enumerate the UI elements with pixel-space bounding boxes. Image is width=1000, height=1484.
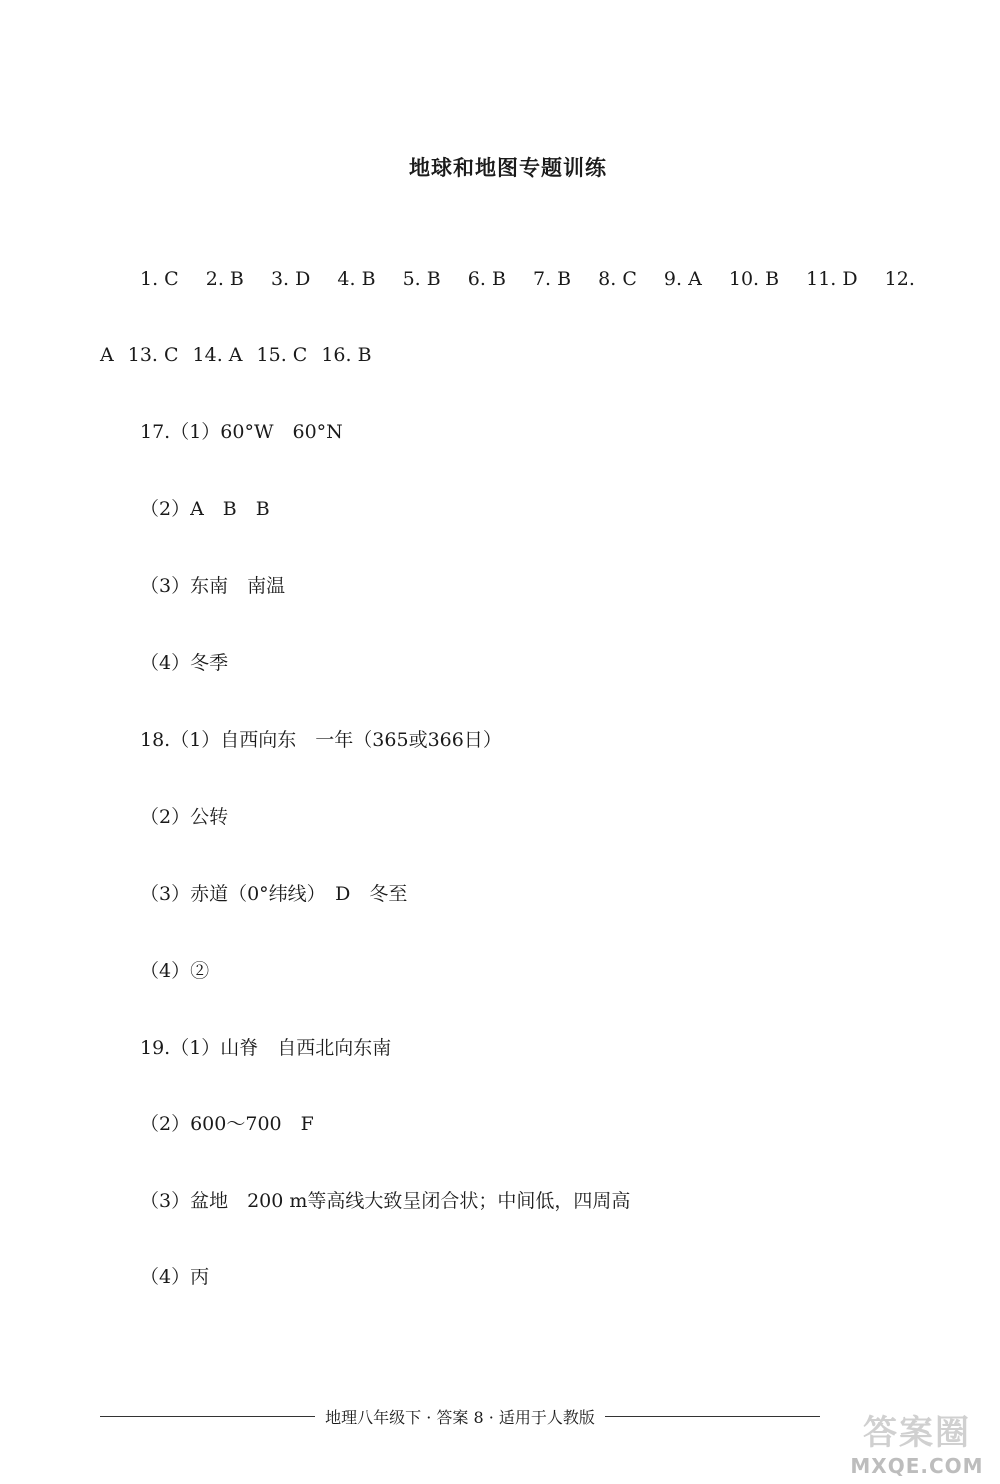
answer-18-4: （4）② (140, 960, 210, 982)
answer-18-1: 18.（1）自西向东 一年（365或366日） (140, 729, 502, 751)
choice-answer: 8. C (598, 268, 637, 290)
choice-answer: 7. B (532, 268, 572, 290)
watermark-top-text: 答案圈 (863, 1413, 971, 1453)
choice-answer: 3. D (270, 268, 311, 290)
choice-answer: 5. B (402, 268, 441, 290)
answer-17-1: 17.（1）60°W 60°N (140, 421, 343, 443)
answer-19-2: （2）600～700 F (140, 1113, 314, 1135)
choice-answer: 2. B (205, 268, 244, 290)
choice-answer: A (100, 344, 114, 366)
choice-answer: 9. A (663, 268, 702, 290)
watermark-logo (842, 1405, 992, 1478)
answer-19-1: 19.（1）山脊 自西北向东南 (140, 1037, 392, 1059)
choice-answer: 11. D (806, 268, 858, 290)
footer-text: 地理八年级下 · 答案 8 · 适用于人教版 (325, 1408, 595, 1427)
page-footer (100, 1405, 820, 1428)
watermark-bottom-text: MXQE.COM (850, 1454, 984, 1478)
choice-answers-row-2 (100, 342, 386, 368)
page-title: 地球和地图专题训练 (409, 156, 607, 180)
choice-answer: 14. A (192, 344, 243, 366)
answer-19-4: （4）丙 (140, 1266, 210, 1288)
choice-answer: 1. C (140, 268, 179, 290)
answer-17-4: （4）冬季 (140, 652, 229, 674)
answer-18-3: （3）赤道（0°纬线） D 冬至 (140, 883, 408, 905)
footer-rule-left (100, 1416, 315, 1417)
choice-answer: 10. B (728, 268, 780, 290)
answer-17-3: （3）东南 南温 (140, 575, 286, 597)
choice-answer: 12. (884, 268, 915, 290)
choice-answer: 4. B (337, 268, 376, 290)
choice-answer: 13. C (127, 344, 179, 366)
choice-answer: 15. C (256, 344, 308, 366)
answer-17-2: （2）A B B (140, 498, 270, 520)
answer-18-2: （2）公转 (140, 806, 229, 828)
footer-rule-right (605, 1416, 820, 1417)
answer-19-3: （3）盆地 200 m等高线大致呈闭合状；中间低，四周高 (140, 1190, 631, 1212)
choice-answer: 6. B (467, 268, 506, 290)
choice-answers-row-1 (140, 266, 915, 292)
choice-answer: 16. B (321, 344, 372, 366)
